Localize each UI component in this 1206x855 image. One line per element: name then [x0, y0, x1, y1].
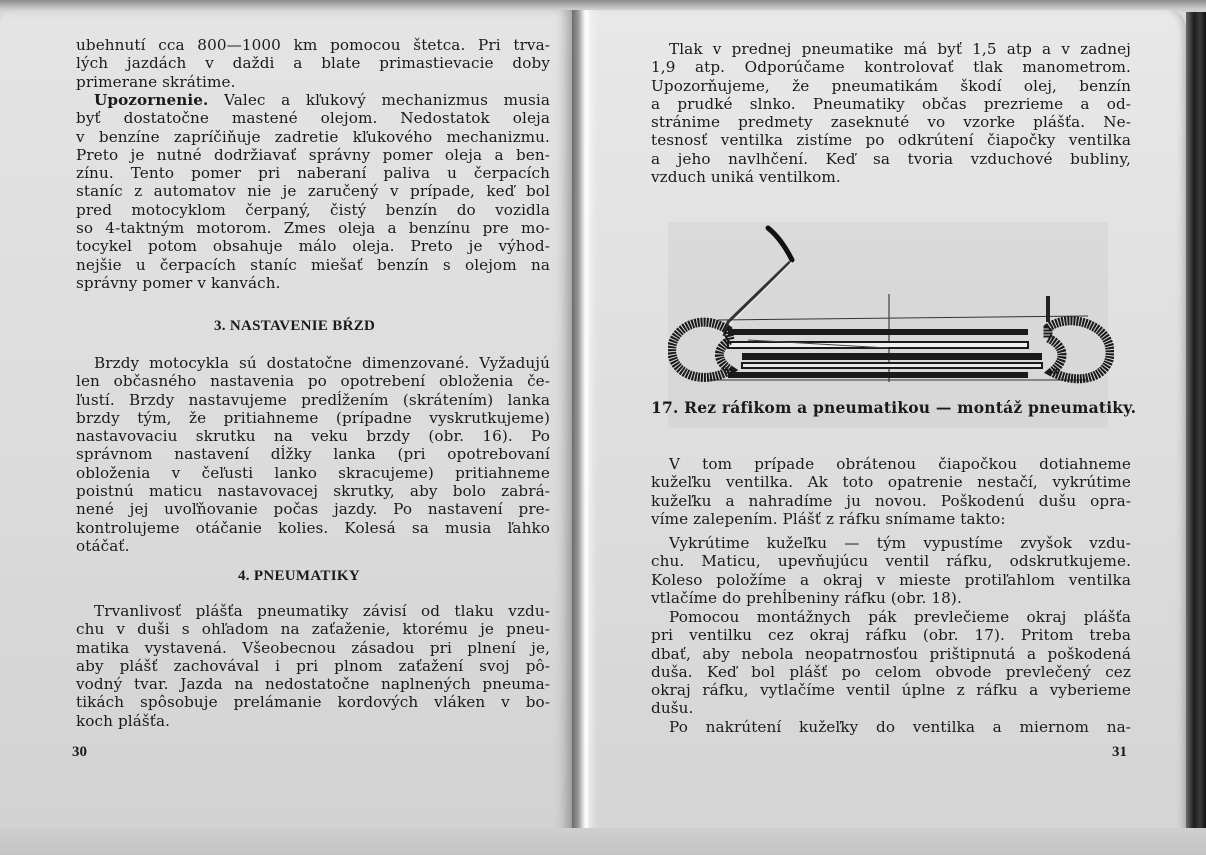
text-line: kužeľku ventilka. Ak toto opatrenie nestačí, vykrútime [651, 473, 1131, 492]
right-paragraph-2 [651, 455, 1131, 528]
text-line: 1,9 atp. Odporúčame kontrolovať tlak manometrom. [651, 58, 1131, 77]
left-tire [672, 322, 730, 377]
text-line: tocykel potom obsahuje málo oleja. Preto je výhod- [76, 237, 550, 256]
text-line: a jeho navlhčení. Keď sa tvoria vzduchové bubliny, [651, 149, 1131, 168]
left-section-4-body [76, 602, 550, 730]
right-paragraph-5 [651, 718, 1131, 736]
text-line: staníc z automatov nie je zaručený v prípade, keď bol [76, 182, 550, 201]
text-line: poistnú maticu nastavovacej skrutky, aby bolo zabrá- [76, 482, 550, 501]
text-line: byť dostatočne mastené olejom. Nedostatok oleja [76, 109, 550, 128]
text-line: okraj ráfku, vytlačíme ventil úplne z ráfku a vyberieme [651, 681, 1131, 700]
text-line: Vykrútime kužeľku — tým vypustíme zvyšok vzdu- [669, 534, 1131, 552]
rim-bar [728, 372, 1028, 378]
book-cover-edge [1186, 12, 1206, 855]
rim-bar [742, 353, 1042, 360]
rim-bar [742, 363, 1042, 368]
text-line: otáčať. [76, 536, 130, 555]
text-line: duša. Keď bol plášť po celom obvode prevlečený cez [651, 662, 1131, 681]
text-line: tikách spôsobuje prelámanie kordových vláken v bo- [76, 693, 550, 712]
bottom-page-edge [0, 828, 1206, 855]
text-line: správnom nastavení dĺžky lanka (pri opotrebovaní [76, 445, 550, 464]
text-line: Preto je nutné dodržiavať správny pomer oleja a ben- [76, 145, 550, 164]
text-line: Po nakrútení kužeľky do ventilka a miernom na- [669, 718, 1131, 736]
text-line: nastavovaciu skrutku na veku brzdy (obr. 16). Po [76, 427, 550, 446]
text-line: zínu. Tento pomer pri naberaní paliva u čerpacích [76, 164, 550, 183]
page-number-left: 30 [72, 744, 87, 760]
warning-label: Upozornenie. [94, 91, 209, 109]
text-line: správny pomer v kanvách. [76, 273, 281, 292]
text-line: Tlak v prednej pneumatike má byť 1,5 atp a v zadnej [669, 40, 1131, 58]
rim-bar [728, 329, 1028, 335]
right-tire [1048, 321, 1110, 379]
text-line: ľustí. Brzdy nastavujeme predĺžením (skrátením) lanka [76, 390, 550, 409]
text-line: Trvanlivosť plášťa pneumatiky závisí od tlaku vzdu- [94, 602, 550, 620]
tire-lever [724, 262, 790, 336]
section-3-heading: 3. NASTAVENIE BŔZD [214, 318, 376, 334]
text-line: aby plášť zachovával i pri plnom zaťažení svoj pô- [76, 656, 550, 675]
left-paragraph-1 [76, 36, 550, 91]
text-line: brzdy tým, že pritiahneme (prípadne vyskrutkujeme) [76, 408, 550, 427]
text-run: Valec a kľukový mechanizmus musia [208, 91, 550, 109]
text-line: primerane skrátime. [76, 72, 236, 91]
figure-caption: 17. Rez ráfikom a pneumatikou — montáž pneumatiky. [651, 398, 1137, 417]
text-line: Brzdy motocykla sú dostatočne dimenzované. Vyžadujú [94, 354, 550, 372]
text-line: dbať, aby nebola neopatrnosťou prištipnutá a poškodená [651, 644, 1131, 663]
text-line: kontrolujeme otáčanie kolies. Kolesá sa musia ľahko [76, 518, 550, 537]
right-paragraph-1 [651, 40, 1131, 186]
text-line: víme zalepením. Plášť z ráfku snímame takto: [651, 509, 1006, 528]
text-line: Upozorňujeme, že pneumatikám škodí olej, benzín [651, 76, 1131, 95]
text-line: ubehnutí cca 800—1000 km pomocou štetca. Pri trva- [76, 36, 550, 54]
text-line: a prudké slnko. Pneumatiky občas prezrieme a od- [651, 94, 1131, 113]
text-line: nejšie u čerpacích staníc miešať benzín s olejom na [76, 255, 550, 274]
text-line: vzduch uniká ventilkom. [651, 168, 841, 187]
text-line: V tom prípade obrátenou čiapočkou dotiahneme [669, 455, 1131, 473]
right-paragraph-4 [651, 608, 1131, 718]
text-line: so 4-taktným motorom. Zmes oleja a benzínu pre mo- [76, 219, 550, 238]
text-line: matika vystavená. Všeobecnou zásadou pri plnení je, [76, 638, 550, 657]
text-line: lých jazdách v daždi a blate primastievacie doby [76, 54, 550, 73]
left-section-3-body [76, 354, 550, 555]
text-line: vodný tvar. Jazda na nedostatočne naplnených pneuma- [76, 675, 550, 694]
text-line: len občasného nastavenia po opotrebení obloženia če- [76, 372, 550, 391]
text-line: pri ventilku cez okraj ráfku (obr. 17). Pritom treba [651, 626, 1131, 645]
right-paragraph-3 [651, 534, 1131, 607]
text-line: tesnosť ventilka zistíme po odkrútení čiapočky ventilka [651, 131, 1131, 150]
text-line: koch plášťa. [76, 711, 171, 730]
tire-lever-tip [768, 228, 792, 260]
text-line: pred motocyklom čerpaný, čistý benzín do vozidla [76, 200, 550, 219]
text-line: stránime predmety zaseknuté vo vzorke plášťa. Ne- [651, 113, 1131, 132]
text-line: vtlačíme do prehĺbeniny ráfku (obr. 18). [651, 588, 962, 607]
text-line: v benzíne zapríčiňuje zadretie kľukového mechanizmu. [76, 127, 550, 146]
tire-rim-cross-section-figure [668, 212, 1114, 386]
text-line: Pomocou montážnych pák prevlečieme okraj plášťa [669, 608, 1131, 626]
text-line: obloženia v čeľusti lanko skracujeme) pritiahneme [76, 463, 550, 482]
book-gutter [572, 10, 588, 855]
text-line: Koleso položíme a okraj v mieste protiľahlom ventilka [651, 570, 1131, 589]
text-line: chu v duši s ohľadom na zaťaženie, ktorému je pneu- [76, 620, 550, 639]
text-line: dušu. [651, 699, 694, 718]
page-number-right: 31 [1112, 744, 1127, 760]
valve-stem [1046, 296, 1050, 322]
left-paragraph-2 [76, 91, 550, 292]
text-line: kužeľku a nahradíme ju novou. Poškodenú dušu opra- [651, 491, 1131, 510]
text-line: chu. Maticu, upevňujúcu ventil ráfku, odskrutkujeme. [651, 552, 1131, 571]
section-4-heading: 4. PNEUMATIKY [238, 568, 360, 584]
text-line [76, 91, 550, 109]
text-line: nené jej uvoľňovanie počas jazdy. Po nastavení pre- [76, 500, 550, 519]
